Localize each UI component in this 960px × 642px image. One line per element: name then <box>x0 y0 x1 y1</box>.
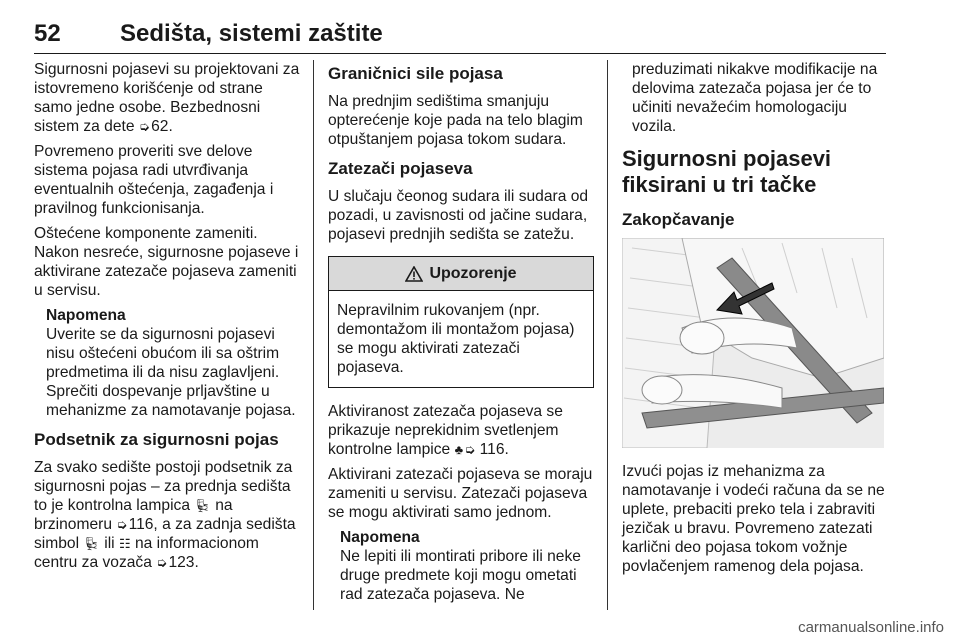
warning-title: Upozorenje <box>429 265 517 282</box>
page-reference-icon: ➭ <box>116 517 128 532</box>
section-heading: Zatezači pojaseva <box>328 159 473 178</box>
note-block <box>34 306 302 420</box>
paragraph: Sigurnosni pojasevi su projektovani za istovremeno korišćenje od strane samo jedne osobe. Bezbednosni sistem za dete ➭ 62. <box>34 61 300 135</box>
note-title: Napomena <box>46 307 126 324</box>
section-heading: Zakopčavanje <box>622 210 735 229</box>
warning-header <box>329 257 593 291</box>
note-body: Uverite se da sigurnosni pojasevi nisu oštećeni obućom ili sa oštrim predmetima ili da nisu zaglavljeni. Sprečiti dospevanje prljavštine u mehanizme za namotavanje pojasa. <box>46 326 296 419</box>
seatbelt-reminder-icon: 💺︎ <box>194 498 211 513</box>
airbag-pretensioner-icon: ♣ <box>454 442 464 457</box>
paragraph: Aktiviranost zatezača pojaseva se prikazuje neprekidnim svetlenjem kontrolne lampice ♣ ➭ 116. <box>328 403 563 458</box>
warning-triangle-icon <box>405 266 423 282</box>
column-divider <box>313 60 314 610</box>
page-reference-icon: ➭ <box>138 119 150 134</box>
main-heading: Sigurnosni pojasevi fiksirani u tri tačke <box>622 146 832 197</box>
rear-seat-icon: ☷ <box>118 536 131 551</box>
paragraph: Oštećene komponente zameniti. Nakon nesreće, sigurnosne pojaseve i aktivirane zatezače pojaseva zameniti u servisu. <box>34 225 299 299</box>
seatbelt-fastening-illustration <box>622 238 884 448</box>
section-heading: Podsetnik za sigurnosni pojas <box>34 430 279 449</box>
section-heading: Graničnici sile pojasa <box>328 64 503 83</box>
column-divider <box>607 60 608 610</box>
paragraph: Aktivirani zatezači pojaseva se moraju zameniti u servisu. Zatezači pojaseva se mogu aktivirati samo jednom. <box>328 466 593 521</box>
page-number: 52 <box>34 20 61 47</box>
note-block <box>328 528 594 604</box>
paragraph: Za svako sedište postoji podsetnik za sigurnosni pojas – za prednja sedišta to je kontrolna lampica 💺︎ na brzinomeru ➭ 116, a za zadnja sedišta simbol 💺︎ ili ☷ na informacionom centru za vozača ➭ 123. <box>34 459 296 571</box>
page-header <box>34 14 886 54</box>
section-title: Sedišta, sistemi zaštite <box>120 20 383 47</box>
note-body: Ne lepiti ili montirati pribore ili neke druge predmete koji mogu ometati rad zatezača pojaseva. Ne <box>340 548 581 603</box>
paragraph: Na prednjim sedištima smanjuju opterećenje koje pada na telo blagim otpuštanjem pojasa tokom sudara. <box>328 93 583 148</box>
page-reference-icon: ➭ <box>156 555 168 570</box>
watermark-text: carmanualsonline.info <box>798 619 944 636</box>
column-2 <box>328 60 594 612</box>
page-reference-icon: ➭ <box>464 442 476 457</box>
seatbelt-reminder-icon: 💺︎ <box>83 536 100 551</box>
paragraph: Povremeno proveriti sve delove sistema pojasa radi utvrđivanja eventualnih oštećenja, zagađenja i pravilnog funkcionisanja. <box>34 143 274 217</box>
note-title: Napomena <box>340 529 420 546</box>
paragraph: U slučaju čeonog sudara ili sudara od pozadi, u zavisnosti od jačine sudara, pojasevi prednjih sedišta se zatežu. <box>328 188 589 243</box>
column-1 <box>34 60 302 578</box>
paragraph: Izvući pojas iz mehanizma za namotavanje i vodeći računa da se ne uplete, prebaciti preko tela i zabraviti jezičak u bravu. Povremeno zatezati karlični deo pojasa tokom vožnje povlačenjem ramenog dela pojasa. <box>622 463 885 575</box>
warning-body: Nepravilnim rukovanjem (npr. demontažom ili montažom pojasa) se mogu aktivirati zatezači pojaseva. <box>337 302 575 376</box>
paragraph: preduzimati nikakve modifikacije na delovima zatezača pojasa jer će to učiniti nevažećim homologaciju vozila. <box>632 61 878 135</box>
column-3 <box>622 60 890 582</box>
warning-box <box>328 256 594 388</box>
